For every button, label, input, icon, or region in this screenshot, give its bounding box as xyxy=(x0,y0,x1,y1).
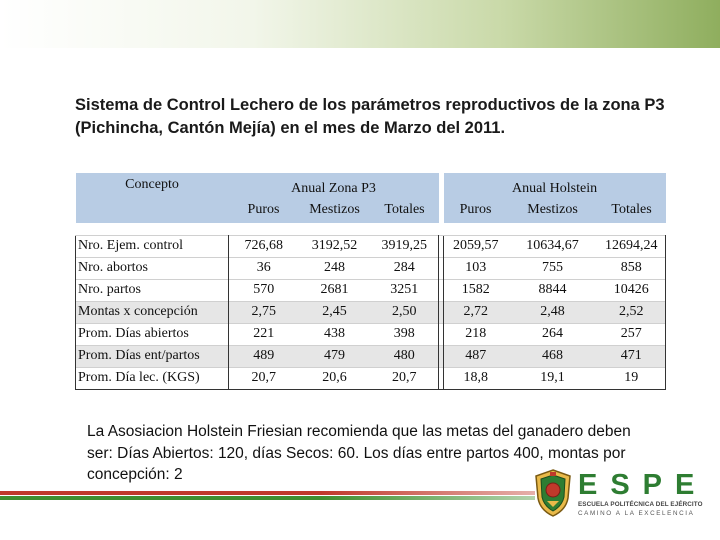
cell: 264 xyxy=(508,323,598,345)
cell: 2059,57 xyxy=(444,235,508,257)
cell: 18,8 xyxy=(444,367,508,389)
cell: 570 xyxy=(229,279,299,301)
cell: 2,50 xyxy=(371,301,439,323)
concept-header: Concepto xyxy=(76,173,229,223)
cell: 471 xyxy=(598,345,666,367)
cell: 2681 xyxy=(299,279,371,301)
cell: 2,72 xyxy=(444,301,508,323)
group-header-zone: Anual Zona P3 xyxy=(229,173,439,197)
cell: 248 xyxy=(299,257,371,279)
subheader-zone-puros: Puros xyxy=(229,197,299,223)
subheader-holstein-puros: Puros xyxy=(444,197,508,223)
table-header-row-1 xyxy=(76,173,666,197)
cell: 479 xyxy=(299,345,371,367)
cell: 19 xyxy=(598,367,666,389)
slide-title: Sistema de Control Lechero de los parámetros reproductivos de la zona P3 (Pichincha, Cantón Mejía) en el mes de Marzo del 2011. xyxy=(75,96,665,137)
cell: 218 xyxy=(444,323,508,345)
header-gap xyxy=(76,223,666,235)
subheader-zone-mestizos: Mestizos xyxy=(299,197,371,223)
row-label: Nro. partos xyxy=(76,279,229,301)
subheader-holstein-totales: Totales xyxy=(598,197,666,223)
cell: 19,1 xyxy=(508,367,598,389)
row-label: Prom. Días ent/partos xyxy=(76,345,229,367)
cell: 20,6 xyxy=(299,367,371,389)
table-row xyxy=(76,323,666,345)
espe-school-name: ESCUELA POLITÉCNICA DEL EJÉRCITO xyxy=(578,501,703,508)
subheader-zone-totales: Totales xyxy=(371,197,439,223)
cell: 8844 xyxy=(508,279,598,301)
espe-logo xyxy=(533,468,713,520)
row-label: Prom. Día lec. (KGS) xyxy=(76,367,229,389)
recommendation-note: La Asosiacion Holstein Friesian recomienda que las metas del ganadero deben ser: Días Abiertos: 120, días Secos: 60. Los días entre partos 400, montas por concepción: 2 xyxy=(87,423,631,483)
cell: 468 xyxy=(508,345,598,367)
espe-motto: CAMINO A LA EXCELENCIA xyxy=(578,510,695,517)
cell: 2,45 xyxy=(299,301,371,323)
cell: 755 xyxy=(508,257,598,279)
cell: 726,68 xyxy=(229,235,299,257)
top-decor-band xyxy=(0,0,720,48)
cell: 20,7 xyxy=(371,367,439,389)
cell: 2,48 xyxy=(508,301,598,323)
cell: 1582 xyxy=(444,279,508,301)
cell: 480 xyxy=(371,345,439,367)
row-label: Montas x concepción xyxy=(76,301,229,323)
cell: 284 xyxy=(371,257,439,279)
subheader-holstein-mestizos: Mestizos xyxy=(508,197,598,223)
cell: 20,7 xyxy=(229,367,299,389)
cell: 3192,52 xyxy=(299,235,371,257)
reproductive-parameters-table xyxy=(75,173,666,390)
espe-seal-icon xyxy=(533,468,573,518)
table-row xyxy=(76,257,666,279)
row-label: Nro. abortos xyxy=(76,257,229,279)
row-label: Nro. Ejem. control xyxy=(76,235,229,257)
cell: 12694,24 xyxy=(598,235,666,257)
table-row xyxy=(76,367,666,389)
cell: 36 xyxy=(229,257,299,279)
green-stripe xyxy=(0,496,535,500)
espe-brand-text: ESPE xyxy=(578,469,708,501)
table-row xyxy=(76,279,666,301)
cell: 487 xyxy=(444,345,508,367)
red-stripe xyxy=(0,491,535,495)
cell: 3919,25 xyxy=(371,235,439,257)
footer-stripes xyxy=(0,491,535,500)
cell: 257 xyxy=(598,323,666,345)
cell: 489 xyxy=(229,345,299,367)
cell: 103 xyxy=(444,257,508,279)
cell: 858 xyxy=(598,257,666,279)
row-label: Prom. Días abiertos xyxy=(76,323,229,345)
table-row xyxy=(76,301,666,323)
table-row xyxy=(76,235,666,257)
data-table-container xyxy=(75,173,665,390)
group-header-holstein: Anual Holstein xyxy=(444,173,666,197)
cell: 438 xyxy=(299,323,371,345)
cell: 10634,67 xyxy=(508,235,598,257)
cell: 3251 xyxy=(371,279,439,301)
cell: 10426 xyxy=(598,279,666,301)
table-row xyxy=(76,345,666,367)
cell: 398 xyxy=(371,323,439,345)
cell: 221 xyxy=(229,323,299,345)
cell: 2,75 xyxy=(229,301,299,323)
cell: 2,52 xyxy=(598,301,666,323)
